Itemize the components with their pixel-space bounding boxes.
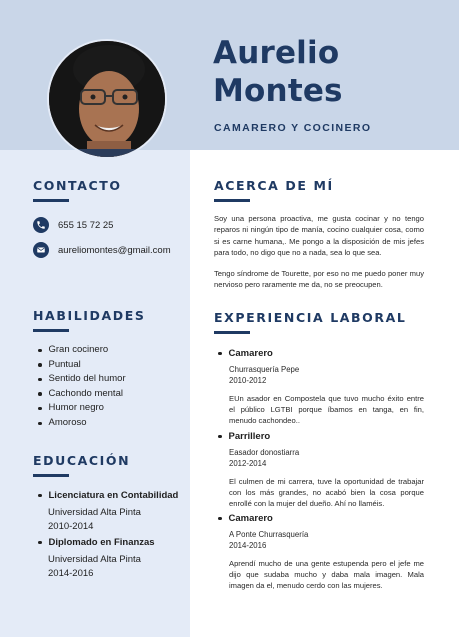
about-heading-bar (214, 199, 250, 202)
experience-role: Parrillero (228, 431, 271, 442)
experience-years: 2010-2012 (229, 375, 267, 385)
education-years: 2014-2016 (48, 567, 94, 579)
education-item (38, 489, 188, 533)
experience-role: Camarero (228, 348, 273, 359)
education-degree-row (38, 489, 188, 502)
email-icon (33, 242, 49, 258)
experience-place: A Ponte Churrasquería (229, 530, 309, 539)
bullet-icon (218, 352, 222, 356)
list-item (38, 343, 126, 358)
education-degree: Diplomado en Finanzas (48, 537, 155, 548)
contact-email-row (33, 242, 171, 258)
skill-label: Puntual (48, 358, 81, 370)
education-degree: Licenciatura en Contabilidad (48, 490, 179, 501)
experience-place: Churrasquería Pepe (229, 365, 300, 374)
skill-label: Gran cocinero (48, 344, 109, 355)
experience-role-row (218, 430, 424, 443)
experience-years: 2012-2014 (229, 458, 267, 468)
skill-label: Amoroso (48, 416, 87, 428)
contact-heading: CONTACTO (33, 178, 122, 193)
contact-phone-row (33, 217, 113, 233)
experience-heading-bar (214, 331, 250, 334)
bullet-icon (38, 407, 42, 411)
education-heading: EDUCACIÓN (33, 453, 131, 468)
list-item (38, 416, 126, 431)
experience-years: 2014-2016 (229, 540, 267, 550)
education-item (38, 536, 188, 580)
experience-description: El culmen de mi carrera, tuve la oportunidad de trabajar con los más grandes, no acabó bien la cosa porque enrollé con la mujer del dueño. Ahí no llaméis. (229, 477, 424, 509)
bullet-icon (38, 392, 42, 396)
list-item (38, 387, 126, 402)
experience-heading: EXPERIENCIA LABORAL (214, 310, 407, 325)
skills-heading: HABILIDADES (33, 308, 146, 323)
bullet-icon (38, 494, 42, 498)
bullet-icon (38, 378, 42, 382)
bullet-icon (38, 349, 42, 353)
education-heading-bar (33, 474, 69, 477)
skills-list (38, 343, 126, 431)
profile-photo (47, 39, 167, 159)
experience-role-row (218, 512, 424, 525)
bullet-icon (38, 422, 42, 426)
experience-role-row (218, 347, 424, 360)
bullet-icon (218, 435, 222, 439)
education-degree-row (38, 536, 188, 549)
bullet-icon (38, 363, 42, 367)
contact-phone: 655 15 72 25 (58, 219, 114, 231)
experience-description: EUn asador en Compostela que tuvo mucho éxito entre el público LGTBI porque íbamos en tanga, en fin, menudo cachondeo.. (229, 394, 424, 426)
about-paragraph-2: Tengo síndrome de Tourette, por eso no me puedo poner muy nervioso pero raramente me da, no se preocupen. (214, 269, 424, 290)
list-item (38, 401, 126, 416)
bullet-icon (38, 541, 42, 545)
about-paragraph-1: Soy una persona proactiva, me gusta cocinar y no tengo reparos ni ningún tipo de manía, cocino cualquier cosa, como si es carne humana,. Me pongo a la disposición de mis jefes para todo, no digo que no a nada, sea lo que sea. (214, 214, 424, 257)
contact-heading-bar (33, 199, 69, 202)
experience-item (218, 512, 424, 592)
contact-email[interactable]: aureliomontes@gmail.com (58, 244, 171, 256)
phone-icon (33, 217, 49, 233)
bullet-icon (218, 517, 222, 521)
first-name: Aurelio (213, 35, 340, 71)
skill-label: Humor negro (48, 402, 104, 414)
education-years: 2010-2014 (48, 520, 94, 532)
skill-label: Sentido del humor (48, 373, 126, 385)
experience-item (218, 347, 424, 427)
experience-description: Aprendí mucho de una gente estupenda pero el jefe me dijo que sudaba mucho y daba mala imagen. Mala imagen da el, menudo cerdo con las mujeres. (229, 559, 424, 591)
candidate-name (213, 34, 343, 110)
skill-label: Cachondo mental (48, 387, 123, 399)
list-item (38, 372, 126, 387)
experience-role: Camarero (228, 513, 273, 524)
education-school: Universidad Alta Pinta (48, 554, 141, 565)
job-title: CAMARERO Y COCINERO (214, 122, 372, 134)
experience-place: Easador donostiarra (229, 448, 300, 457)
list-item (38, 358, 126, 373)
last-name: Montes (213, 73, 343, 109)
education-school: Universidad Alta Pinta (48, 507, 141, 518)
experience-item (218, 430, 424, 510)
about-heading: ACERCA DE MÍ (214, 178, 334, 193)
skills-heading-bar (33, 329, 69, 332)
